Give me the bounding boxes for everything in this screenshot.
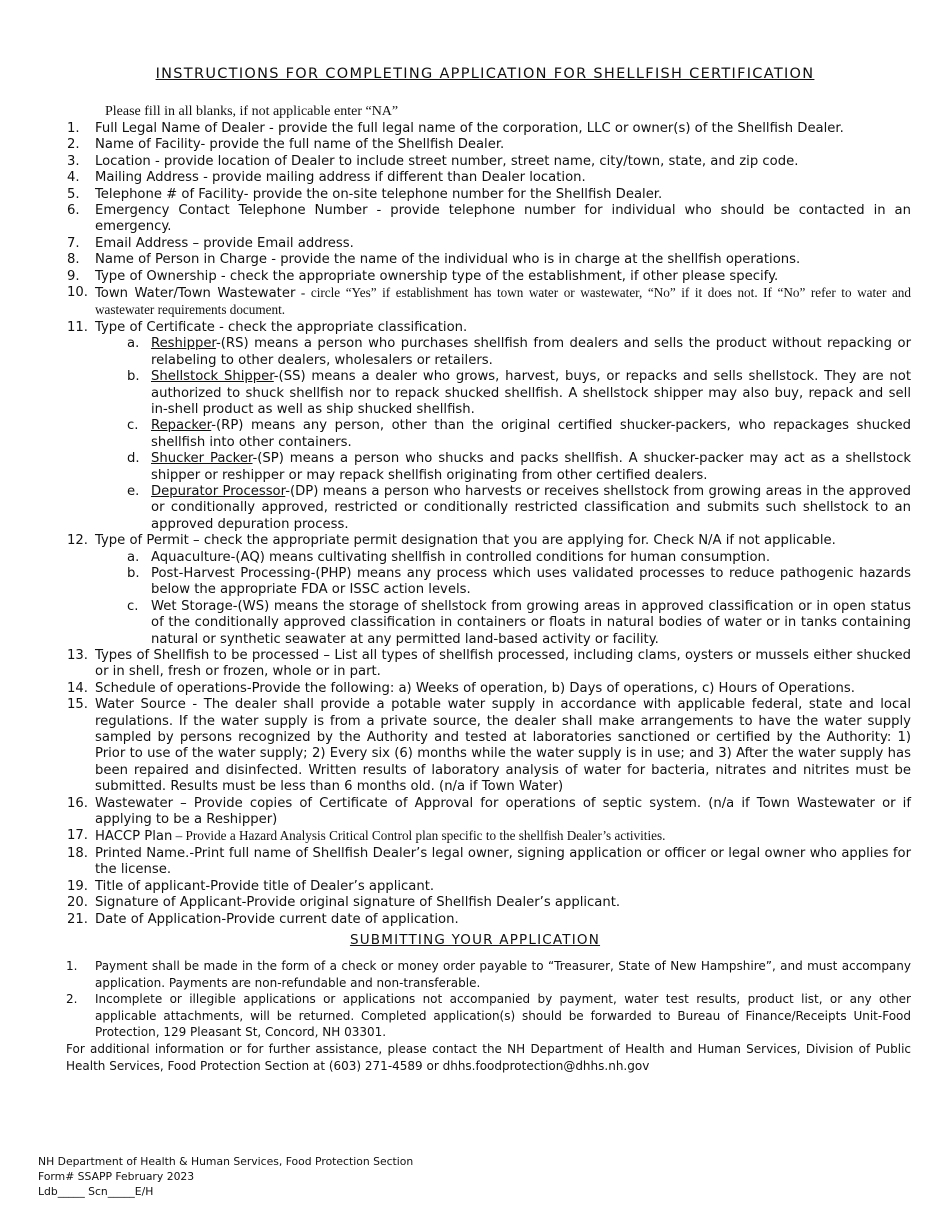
list-item: 17. HACCP Plan – Provide a Hazard Analysis Critical Control plan specific to the shellfish Dealer’s activities.: [67, 828, 666, 845]
certificate-type-item: a. Reshipper-(RS) means a person who purchases shellfish from dealers and sells the product without repacking or relabeling to other dealers, wholesalers or retailers.: [127, 336, 911, 368]
permit-type-item: a. Aquaculture-(AQ) means cultivating shellfish in controlled conditions for human consumption.: [127, 549, 771, 565]
list-item: 14. Schedule of operations-Provide the following: a) Weeks of operation, b) Days of operations, c) Hours of Operations.: [67, 680, 855, 696]
list-item: 21. Date of Application-Provide current date of application.: [67, 911, 459, 927]
certificate-type-item: d. Shucker Packer-(SP) means a person who shucks and packs shellfish. A shucker-packer may act as a shellstock shipper or reshipper or may repack shellfish originating from other certified dealers.: [127, 451, 912, 483]
submit-heading: SUBMITTING YOUR APPLICATION: [349, 932, 601, 948]
list-item: 15. Water Source - The dealer shall provide a potable water supply in accordance with applicable federal, state and local regulations. If the water supply is from a private source, the dealer shall make arrangements to have the water supply sampled by persons recognized by the Authority and tested at laboratories sanctioned or certified by the Authority: 1) Prior to use of the water supply; 2) Every six (6) months while the water supply is in use; and 3) After the water supply has been repaired and disinfected. Written results of laboratory analysis of water for bacteria, nitrates and nitrites must be submitted. Results must be less than 6 months old. (n/a if Town Water): [67, 697, 911, 795]
list-item: 12. Type of Permit – check the appropriate permit designation that you are applying for. Check N/A if not applicable.: [67, 533, 836, 549]
permit-type-item: c. Wet Storage-(WS) means the storage of shellstock from growing areas in approved classification or in open status of the conditionally approved classification in containers or floats in natural bodies of water or in tanks containing natural or synthetic seawater at any permitted land-based activity or facility.: [127, 598, 911, 647]
certificate-type-item: e. Depurator Processor-(DP) means a person who harvests or receives shellstock from growing areas in the approved or conditionally approved, restricted or conditionally restricted classification and submits such shellstock to an approved depuration process.: [127, 483, 911, 532]
permit-type-item: b. Post-Harvest Processing-(PHP) means any process which uses validated processes to reduce pathogenic hazards below the appropriate FDA or ISSC action levels.: [127, 565, 911, 598]
list-item: 9. Type of Ownership - check the appropriate ownership type of the establishment, if other please specify.: [67, 268, 779, 284]
certificate-type-item: c. Repacker-(RP) means any person, other than the original certified shucker-packers, who repackages shucked shellfish into other containers.: [127, 418, 911, 450]
page-title: INSTRUCTIONS FOR COMPLETING APPLICATION FOR SHELLFISH CERTIFICATION: [155, 66, 815, 82]
list-item: 1. Full Legal Name of Dealer - provide the full legal name of the corporation, LLC or owner(s) of the Shellfish Dealer.: [67, 121, 844, 136]
submit-list: [66, 958, 911, 1041]
list-item: 18. Printed Name.-Print full name of Shellfish Dealer’s legal owner, signing application or officer or legal owner who applies for the license.: [67, 845, 911, 878]
list-item: 19. Title of applicant-Provide title of Dealer’s applicant.: [67, 878, 435, 894]
page-footer: [38, 1154, 413, 1199]
instruction-list: [60, 121, 911, 928]
list-item: 10. Town Water/Town Wastewater - circle “Yes” if establishment has town water or wastewater, “No” if it does not. If “No” refer to water and wastewater requirements document.: [67, 285, 911, 318]
list-item: 2. Name of Facility- provide the full name of the Shellfish Dealer.: [67, 137, 505, 153]
footer-office-use: Ldb_____ Scn_____E/H: [38, 1185, 154, 1198]
list-item: 4. Mailing Address - provide mailing address if different than Dealer location.: [67, 170, 586, 186]
list-item: 16. Wastewater – Provide copies of Certificate of Approval for operations of septic system. (n/a if Town Wastewater or if applying to be a Reshipper): [67, 795, 911, 828]
list-item: 11. Type of Certificate - check the appropriate classification.: [67, 319, 468, 335]
list-item: 13. Types of Shellfish to be processed – List all types of shellfish processed, including clams, oysters or mussels either shucked or in shell, fresh or frozen, whole or in part.: [67, 648, 911, 680]
list-item: 3. Location - provide location of Dealer to include street number, street name, city/town, state, and zip code.: [67, 153, 799, 169]
list-item: 8. Name of Person in Charge - provide the name of the individual who is in charge at the shellfish operations.: [67, 252, 801, 268]
list-item: 6. Emergency Contact Telephone Number - provide telephone number for individual who should be contacted in an emergency.: [67, 203, 911, 235]
certificate-type-item: b. Shellstock Shipper-(SS) means a dealer who grows, harvest, buys, or repacks and sells shellstock. They are not authorized to shuck shellfish nor to repack shucked shellfish. A shellstock shipper may also buy, repack and sell in-shell product as well as ship shucked shellfish.: [127, 369, 911, 417]
footer-form-number: Form# SSAPP February 2023: [38, 1170, 195, 1183]
list-item: 7. Email Address – provide Email address.: [67, 235, 354, 251]
contact-info: For additional information or for further assistance, please contact the NH Department of Health and Human Services, Division of Public Health Services, Food Protection Section at (603) 271-4589 or dhhs.foodprotection@dhhs.nh.gov: [66, 1042, 911, 1073]
footer-department: NH Department of Health & Human Services, Food Protection Section: [38, 1155, 414, 1168]
submit-item: 2. Incomplete or illegible applications or applications not accompanied by payment, water test results, product list, or any other applicable attachments, will be returned. Completed application(s) should be forwarded to Bureau of Finance/Receipts Unit-Food Protection, 129 Pleasant St, Concord, NH 03301.: [66, 992, 911, 1039]
submit-item: 1. Payment shall be made in the form of a check or money order payable to “Treasurer, State of New Hampshire”, and must accompany application. Payments are non-refundable and non-transferable.: [66, 959, 911, 990]
list-item: 5. Telephone # of Facility- provide the on-site telephone number for the Shellfish Dealer.: [67, 186, 663, 202]
intro-text: Please fill in all blanks, if not applicable enter “NA”: [105, 104, 399, 119]
list-item: 20. Signature of Applicant-Provide original signature of Shellfish Dealer’s applicant.: [67, 895, 621, 911]
